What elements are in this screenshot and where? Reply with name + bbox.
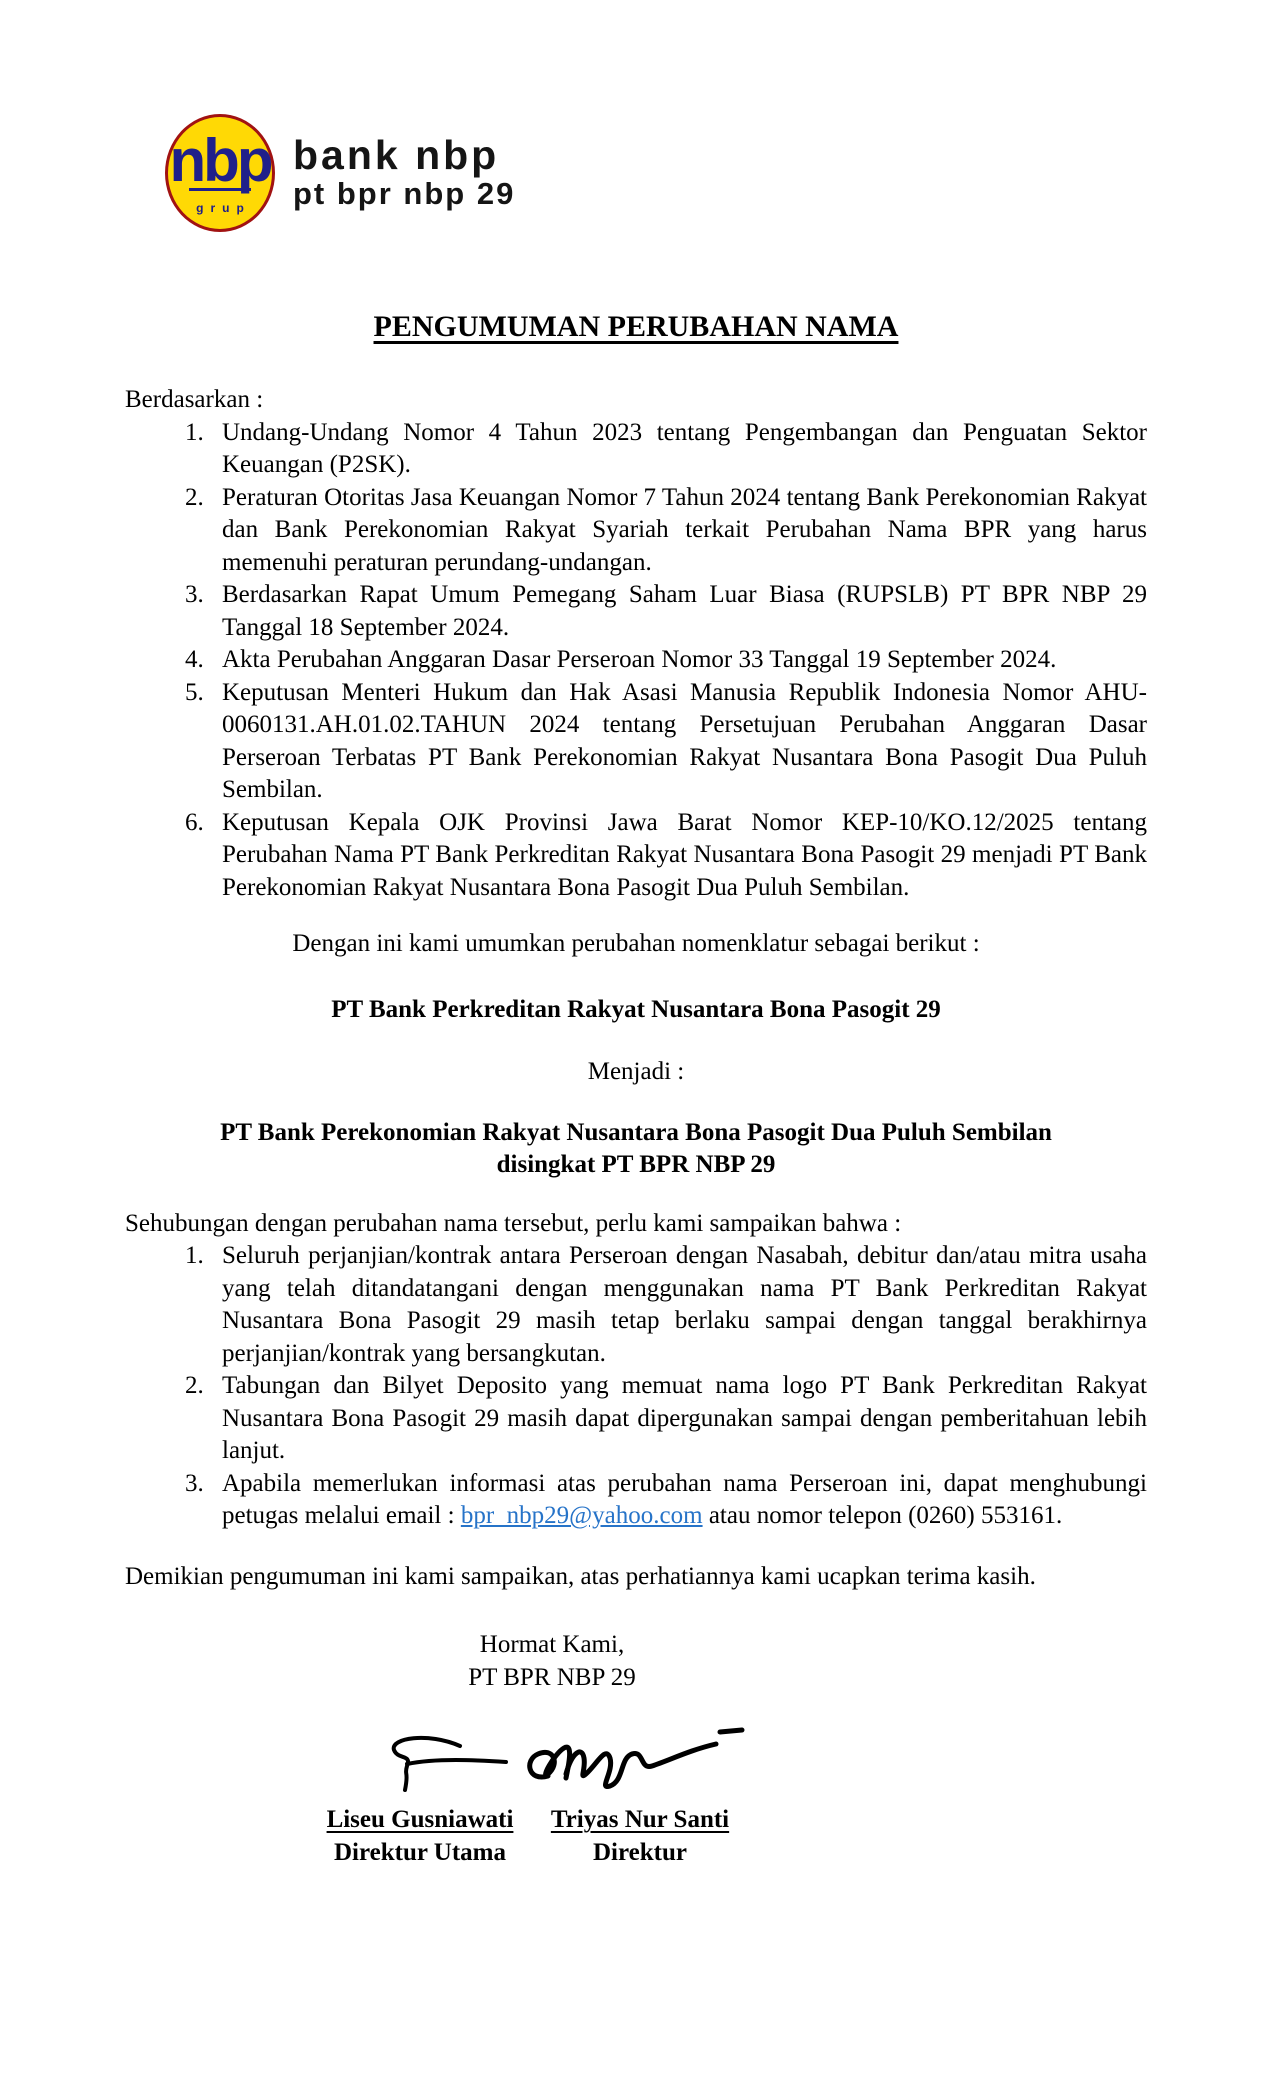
list-marker: 2.	[185, 1372, 204, 1399]
list-marker: 2.	[185, 483, 204, 511]
signature-scribble-icon	[520, 1724, 760, 1802]
basis-list	[125, 417, 1147, 905]
new-company-name	[125, 1117, 1147, 1182]
list-item-text: Keputusan Menteri Hukum dan Hak Asasi Manusia Republik Indonesia Nomor AHU-0060131.AH.01.02.TAHUN 2024 tentang Persetujuan Perubahan Anggaran Dasar Perseroan Terbatas PT Bank Perekonomian Rakyat Nusantara Bona Pasogit Dua Puluh Sembilan.	[222, 678, 1147, 803]
list-marker: 3.	[185, 581, 204, 608]
page-title-text: PENGUMUMAN PERUBAHAN NAMA	[373, 310, 899, 343]
list-item-text: Keputusan Kepala OJK Provinsi Jawa Barat Nomor KEP-10/KO.12/2025 tentang Perubahan Nama PT Bank Perkreditan Rakyat Nusantara Bona Pasogit 29 menjadi PT Bank Perekonomian Rakyat Nusantara Bona Pasogit Dua Puluh Sembilan.	[222, 808, 1147, 901]
list-item	[125, 1240, 1147, 1370]
logo-nbp-text: nbp	[169, 127, 271, 195]
signatory-director	[510, 1724, 770, 1869]
signatory-name: Liseu Gusniawati	[326, 1806, 514, 1833]
brand-text-block	[293, 134, 515, 211]
list-item	[125, 644, 1147, 677]
list-item-text: Berdasarkan Rapat Umum Pemegang Saham Luar Biasa (RUPSLB) PT BPR NBP 29 Tanggal 18 September 2024.	[222, 581, 1147, 641]
menjadi-label: Menjadi :	[587, 1058, 685, 1085]
list-item-text	[222, 1468, 1147, 1533]
list-item	[125, 579, 1147, 644]
followup-lead: Sehubungan dengan perubahan nama tersebut, perlu kami sampaikan bahwa :	[125, 1209, 902, 1237]
closing-paragraph: Demikian pengumuman ini kami sampaikan, atas perhatiannya kami ucapkan terima kasih.	[125, 1562, 1036, 1590]
signatory-name: Triyas Nur Santi	[550, 1806, 730, 1833]
brand-company: pt bpr nbp 29	[293, 176, 516, 212]
list-item	[125, 807, 1147, 905]
list-item-text: Undang-Undang Nomor 4 Tahun 2023 tentang Pengembangan dan Penguatan Sektor Keuangan (P2SK).	[222, 418, 1147, 478]
list-marker: 6.	[185, 808, 204, 836]
list-marker: 1.	[185, 1242, 204, 1269]
logo-grup-text: grup	[189, 188, 251, 225]
list-item-text: Seluruh perjanjian/kontrak antara Perseroan dengan Nasabah, debitur dan/atau mitra usaha yang telah ditandatangani dengan menggunakan nama PT Bank Perkreditan Rakyat Nusantara Bona Pasogit 29 masih tetap berlaku sampai dengan tanggal berakhirnya perjanjian/kontrak yang bersangkutan.	[222, 1242, 1147, 1367]
list-marker: 1.	[185, 418, 204, 446]
list-item	[125, 1370, 1147, 1468]
nbp-logo-icon	[165, 114, 275, 232]
list-item	[125, 1468, 1147, 1533]
signature-scribble-icon	[310, 1724, 530, 1802]
list-item	[125, 482, 1147, 580]
contact-text-after-email: atau nomor telepon (0260) 553161.	[702, 1502, 1063, 1529]
email-link[interactable]: bpr_nbp29@yahoo.com	[460, 1502, 703, 1529]
intro-label: Berdasarkan :	[125, 386, 264, 413]
list-item-text: Tabungan dan Bilyet Deposito yang memuat nama logo PT Bank Perkreditan Rakyat Nusantara Bona Pasogit 29 masih dapat dipergunakan sampai dengan pemberitahuan lebih lanjut.	[222, 1372, 1147, 1464]
signatory-title: Direktur	[593, 1838, 687, 1866]
list-marker: 5.	[185, 678, 204, 706]
signature-area	[125, 1724, 1147, 1944]
list-marker: 3.	[185, 1469, 204, 1497]
salutation-block	[125, 1629, 979, 1694]
new-company-name-line1: PT Bank Perekonomian Rakyat Nusantara Bona Pasogit Dua Puluh Sembilan	[220, 1118, 1052, 1146]
salutation-line2: PT BPR NBP 29	[468, 1663, 636, 1691]
old-company-name: PT Bank Perkreditan Rakyat Nusantara Bona Pasogit 29	[331, 995, 941, 1023]
new-company-name-line2: disingkat PT BPR NBP 29	[496, 1151, 776, 1178]
brand-name: bank nbp	[293, 132, 500, 179]
signatory-title: Direktur Utama	[334, 1838, 506, 1866]
list-item-text: Peraturan Otoritas Jasa Keuangan Nomor 7 Tahun 2024 tentang Bank Perekonomian Rakyat dan Bank Perekonomian Rakyat Syariah terkait Perubahan Nama BPR yang harus memenuhi peraturan perundang-undangan.	[222, 483, 1147, 576]
salutation-line1: Hormat Kami,	[479, 1631, 625, 1658]
page-title	[125, 308, 1147, 346]
announcement-lead: Dengan ini kami umumkan perubahan nomenklatur sebagai berikut :	[292, 930, 980, 957]
letterhead	[165, 112, 1147, 234]
list-marker: 4.	[185, 646, 204, 673]
contact-text-before-email: Apabila memerlukan informasi atas perubahan nama Perseroan ini, dapat menghubungi petugas melalui email :	[222, 1469, 1147, 1529]
list-item	[125, 417, 1147, 482]
followup-list	[125, 1240, 1147, 1533]
list-item-text: Akta Perubahan Anggaran Dasar Perseroan Nomor 33 Tanggal 19 September 2024.	[222, 646, 1057, 673]
list-item	[125, 677, 1147, 807]
